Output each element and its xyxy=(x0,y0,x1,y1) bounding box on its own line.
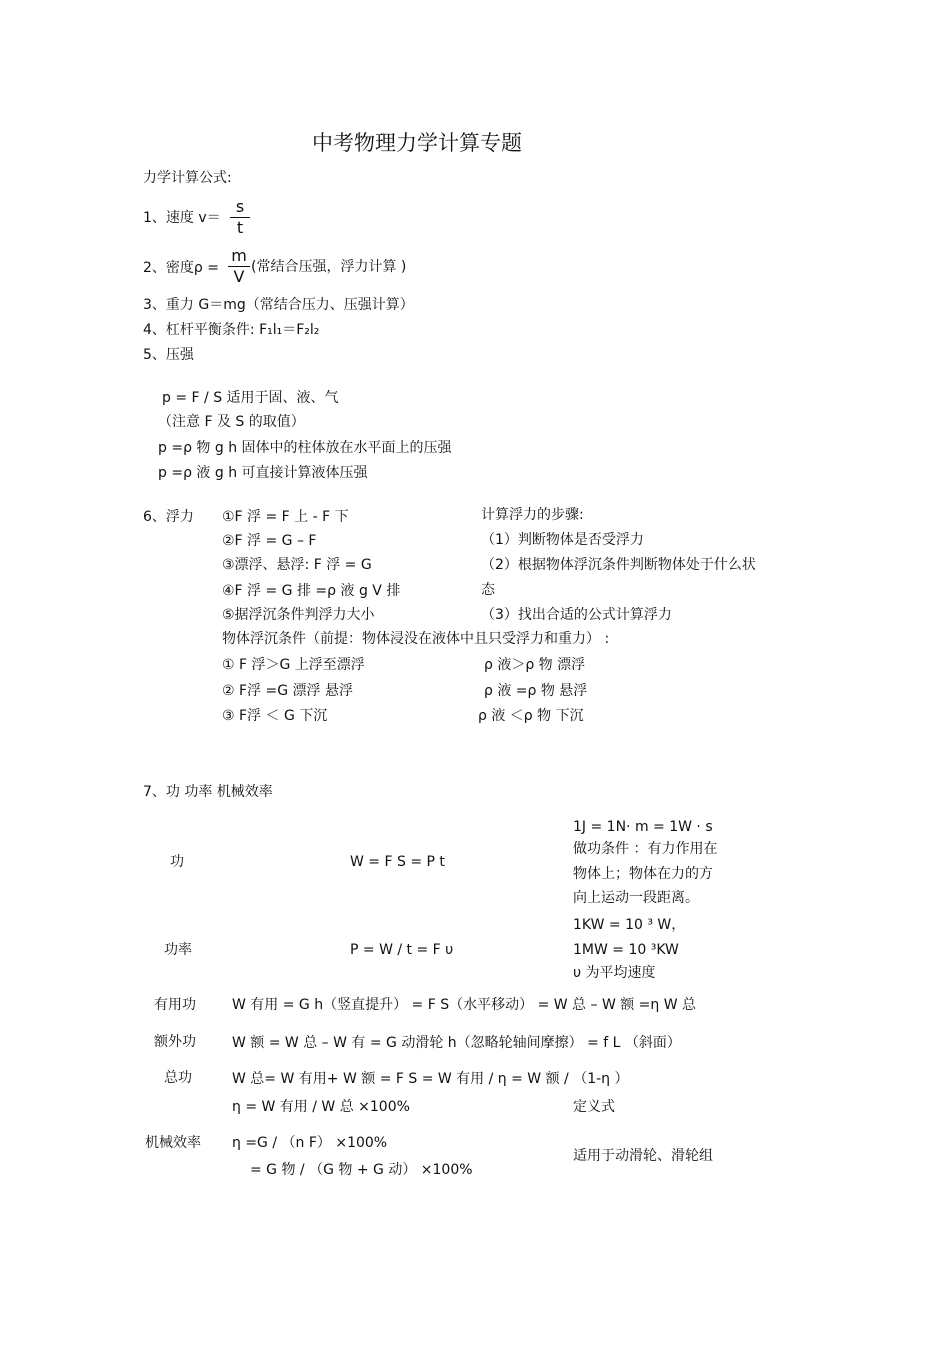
steps-title: 计算浮力的步骤: xyxy=(481,507,584,523)
pressure-line-2: （注意 F 及 S 的取值） xyxy=(158,414,305,430)
power-label: 功率 xyxy=(164,942,192,958)
work-note-4: 向上运动一段距离。 xyxy=(573,890,699,906)
condition-3-force: ③ F浮 ＜ G 下沉 xyxy=(222,708,328,724)
work-note-2: 做功条件 ：有力作用在 xyxy=(573,841,718,857)
page-title: 中考物理力学计算专题 xyxy=(312,131,522,155)
pressure-line-1: p = F / S 适用于固、液、气 xyxy=(162,390,339,406)
buoyancy-formula-1: ①F 浮 = F 上 - F 下 xyxy=(222,509,349,525)
efficiency-formula-1: η =G / （n F） ×100% xyxy=(232,1135,388,1151)
condition-1-density: ρ 液＞ρ 物 漂浮 xyxy=(484,657,586,673)
intro-text: 力学计算公式: xyxy=(143,170,232,186)
condition-3-density: ρ 液 ＜ρ 物 下沉 xyxy=(478,708,584,724)
density-denominator: V xyxy=(233,267,245,286)
condition-2-density: ρ 液 =ρ 物 悬浮 xyxy=(484,683,588,699)
power-note-3: υ 为平均速度 xyxy=(573,965,656,981)
step-3: （3）找出合适的公式计算浮力 xyxy=(481,607,672,623)
work-formula: W = F S = P t xyxy=(350,854,445,870)
power-note-1: 1KW = 10 ³ W， xyxy=(573,917,686,933)
step-2: （2）根据物体浮沉条件判断物体处于什么状 xyxy=(481,557,756,573)
total-work-label: 总功 xyxy=(164,1070,192,1086)
buoyancy-formula-2: ②F 浮 = G – F xyxy=(222,533,317,549)
float-sink-condition-title: 物体浮沉条件（前提：物体浸没在液体中且只受浮力和重力） : xyxy=(222,631,610,647)
efficiency-definition-note: 定义式 xyxy=(573,1099,615,1115)
density-numerator: m xyxy=(231,246,247,265)
density-label: 2、密度ρ = xyxy=(143,260,219,276)
efficiency-label: 机械效率 xyxy=(145,1135,201,1151)
condition-2-force: ② F浮 =G 漂浮 悬浮 xyxy=(222,683,353,699)
total-work-formula: W 总= W 有用+ W 额 = F S = W 有用 / η = W 额 / （1-η ） xyxy=(232,1071,629,1087)
buoyancy-formula-5: ⑤据浮沉条件判浮力大小 xyxy=(222,607,375,623)
step-1: （1）判断物体是否受浮力 xyxy=(481,532,644,548)
buoyancy-heading: 6、浮力 xyxy=(143,509,194,525)
speed-numerator: s xyxy=(235,197,245,216)
speed-denominator: t xyxy=(236,218,244,237)
density-note: (常结合压强，浮力计算 ) xyxy=(251,259,407,275)
extra-work-label: 额外功 xyxy=(154,1034,196,1050)
pressure-line-4: p =ρ 液 g h 可直接计算液体压强 xyxy=(158,465,368,481)
pressure-line-3: p =ρ 物 g h 固体中的柱体放在水平面上的压强 xyxy=(158,440,452,456)
work-note-3: 物体上；物体在力的方 xyxy=(573,866,713,882)
efficiency-formula-2: = G 物 / （G 物 + G 动） ×100% xyxy=(250,1162,473,1178)
power-formula: P = W / t = F υ xyxy=(350,942,454,958)
gravity-formula: 3、重力 G＝mg（常结合压力、压强计算） xyxy=(143,297,414,313)
useful-work-formula: W 有用 = G h（竖直提升） = F S（水平移动） = W 总 – W 额 =η W 总 xyxy=(232,997,697,1013)
lever-formula: 4、杠杆平衡条件: F₁l₁＝F₂l₂ xyxy=(143,322,320,338)
condition-1-force: ① F 浮＞G 上浮至漂浮 xyxy=(222,657,365,673)
work-note-1: 1J = 1N· m = 1W · s xyxy=(573,819,713,835)
efficiency-definition: η = W 有用 / W 总 ×100% xyxy=(232,1099,410,1115)
density-fraction xyxy=(228,246,250,287)
step-2-cont: 态 xyxy=(481,582,495,598)
buoyancy-formula-3: ③漂浮、悬浮: F 浮 = G xyxy=(222,557,372,573)
extra-work-formula: W 额 = W 总 – W 有 = G 动滑轮 h（忽略轮轴间摩擦） = f L （斜面） xyxy=(232,1035,681,1051)
power-note-2: 1MW = 10 ³KW xyxy=(573,942,679,958)
speed-fraction xyxy=(230,197,250,238)
work-section-heading: 7、功 功率 机械效率 xyxy=(143,784,273,800)
useful-work-label: 有用功 xyxy=(154,997,196,1013)
buoyancy-formula-4: ④F 浮 = G 排 =ρ 液 g V 排 xyxy=(222,583,401,599)
efficiency-note: 适用于动滑轮、滑轮组 xyxy=(573,1148,713,1164)
work-label: 功 xyxy=(170,854,184,870)
speed-label: 1、速度 v＝ xyxy=(143,210,221,226)
pressure-heading: 5、压强 xyxy=(143,347,194,363)
